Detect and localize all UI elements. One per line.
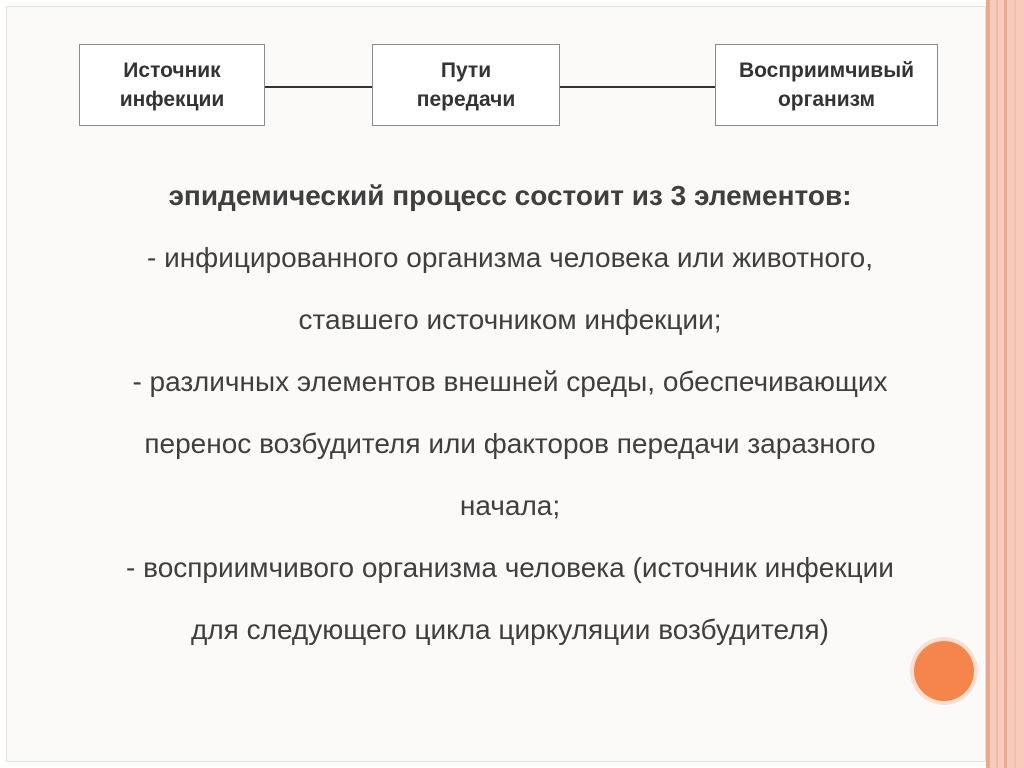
diagram-connector <box>560 86 715 88</box>
body-text-line: - различных элементов внешней среды, обеспечивающих <box>132 366 888 397</box>
diagram-node-transmission-routes: Пути передачи <box>372 44 560 126</box>
body-text-line: для следующего цикла циркуляции возбудителя) <box>190 614 829 645</box>
decorative-side-border <box>986 0 1024 768</box>
decorative-circle <box>914 641 974 701</box>
body-text-line: начала; <box>459 490 561 521</box>
body-text-line: перенос возбудителя или факторов передачи заразного <box>144 428 876 459</box>
border-stripe <box>1004 0 1007 768</box>
border-stripe <box>996 0 998 768</box>
diagram-node-susceptible-organism: Восприимчивый организм <box>715 44 938 126</box>
diagram-node-infection-source: Источник инфекции <box>79 44 265 126</box>
body-text-line: - восприимчивого организма человека (источник инфекции <box>126 552 894 583</box>
diagram-connector <box>265 86 372 88</box>
body-text-line: - инфицированного организма человека или животного, <box>146 242 874 273</box>
section-heading: эпидемический процесс состоит из 3 элементов: <box>168 180 852 211</box>
body-text-line: ставшего источником инфекции; <box>298 304 722 335</box>
border-stripe <box>1014 0 1016 768</box>
